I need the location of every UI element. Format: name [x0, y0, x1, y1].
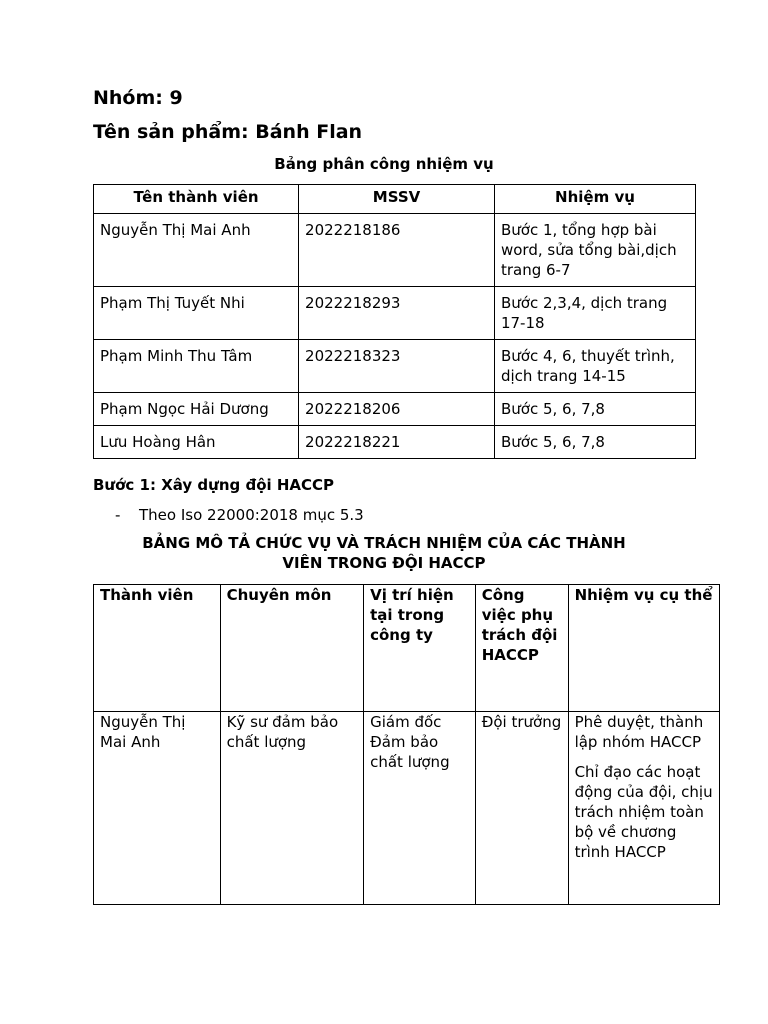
student-id: 2022218221 — [299, 426, 495, 459]
assignment-table — [93, 184, 696, 459]
specific-tasks — [568, 712, 719, 905]
member-name: Phạm Thị Tuyết Nhi — [94, 287, 299, 340]
member-name: Phạm Ngọc Hải Dương — [94, 393, 299, 426]
table-row — [94, 214, 696, 287]
table-header-row — [94, 185, 696, 214]
header-position: Vị trí hiện tại trong công ty — [364, 585, 476, 712]
table-row — [94, 712, 720, 905]
table-header-row — [94, 585, 720, 712]
task: Bước 2,3,4, dịch trang 17-18 — [494, 287, 695, 340]
task: Bước 5, 6, 7,8 — [494, 393, 695, 426]
bullet-dash: - — [115, 506, 121, 524]
position: Giám đốc Đảm bảo chất lượng — [364, 712, 476, 905]
member-name: Nguyễn Thị Mai Anh — [94, 214, 299, 287]
member-name: Nguyễn Thị Mai Anh — [94, 712, 221, 905]
assignment-caption: Bảng phân công nhiệm vụ — [274, 155, 494, 173]
header-haccp-role: Công việc phụ trách đội HACCP — [475, 585, 568, 712]
header-member: Tên thành viên — [94, 185, 299, 214]
group-number: Nhóm: 9 — [93, 87, 183, 109]
bullet-item — [115, 505, 364, 525]
role-caption-line1: BẢNG MÔ TẢ CHỨC VỤ VÀ TRÁCH NHIỆM CỦA CÁC THÀNH — [142, 534, 626, 552]
header-expertise: Chuyên môn — [220, 585, 364, 712]
task-line: Phê duyệt, thành lập nhóm HACCP — [574, 713, 704, 751]
table-row — [94, 287, 696, 340]
table-row — [94, 426, 696, 459]
task: Bước 4, 6, thuyết trình, dịch trang 14-15 — [494, 340, 695, 393]
role-caption-line2: VIÊN TRONG ĐỘI HACCP — [282, 554, 486, 572]
member-name: Phạm Minh Thu Tâm — [94, 340, 299, 393]
expertise: Kỹ sư đảm bảo chất lượng — [220, 712, 364, 905]
table-row — [94, 393, 696, 426]
student-id: 2022218206 — [299, 393, 495, 426]
header-task: Nhiệm vụ — [494, 185, 695, 214]
role-table — [93, 584, 720, 905]
product-name: Tên sản phẩm: Bánh Flan — [93, 121, 363, 143]
bullet-text: Theo Iso 22000:2018 mục 5.3 — [139, 506, 364, 524]
header-specific-tasks: Nhiệm vụ cụ thể — [568, 585, 719, 712]
haccp-role: Đội trưởng — [475, 712, 568, 905]
step1-heading: Bước 1: Xây dựng đội HACCP — [93, 476, 335, 494]
task: Bước 5, 6, 7,8 — [494, 426, 695, 459]
header-student-id: MSSV — [299, 185, 495, 214]
task-line: Chỉ đạo các hoạt động của đội, chịu trách nhiệm toàn bộ về chương trình HACCP — [574, 763, 713, 861]
table-row — [94, 340, 696, 393]
student-id: 2022218186 — [299, 214, 495, 287]
header-member: Thành viên — [94, 585, 221, 712]
member-name: Lưu Hoàng Hân — [94, 426, 299, 459]
student-id: 2022218293 — [299, 287, 495, 340]
task: Bước 1, tổng hợp bài word, sửa tổng bài,dịch trang 6-7 — [494, 214, 695, 287]
student-id: 2022218323 — [299, 340, 495, 393]
